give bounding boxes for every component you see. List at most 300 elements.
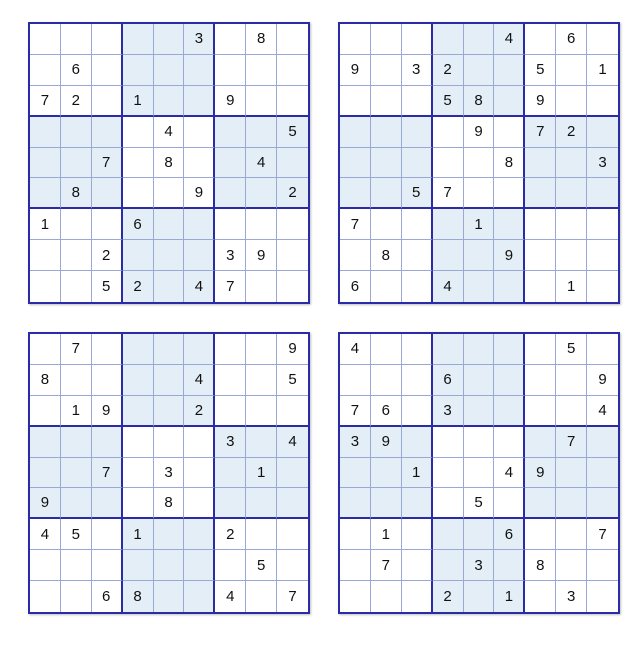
sudoku-cell[interactable]: 5 [525,55,556,86]
sudoku-cell[interactable] [556,365,587,396]
sudoku-cell[interactable] [340,488,371,519]
sudoku-cell[interactable] [433,117,464,148]
sudoku-cell[interactable]: 8 [371,240,402,271]
sudoku-cell[interactable] [525,581,556,612]
sudoku-cell[interactable] [30,178,61,209]
sudoku-cell[interactable] [402,240,433,271]
sudoku-cell[interactable] [61,427,92,458]
sudoku-cell[interactable] [92,427,123,458]
sudoku-cell[interactable] [556,209,587,240]
sudoku-cell[interactable]: 5 [433,86,464,117]
sudoku-cell[interactable] [340,86,371,117]
sudoku-cell[interactable] [277,86,308,117]
sudoku-cell[interactable]: 7 [92,148,123,179]
sudoku-cell[interactable] [215,24,246,55]
sudoku-cell[interactable] [215,365,246,396]
sudoku-cell[interactable] [92,365,123,396]
sudoku-cell[interactable] [556,148,587,179]
sudoku-cell[interactable] [525,365,556,396]
sudoku-cell[interactable]: 4 [494,24,525,55]
sudoku-cell[interactable] [215,458,246,489]
puzzle-top-right[interactable] [338,22,620,304]
sudoku-cell[interactable] [184,334,215,365]
sudoku-cell[interactable] [277,488,308,519]
sudoku-cell[interactable] [154,550,185,581]
sudoku-cell[interactable] [246,396,277,427]
sudoku-cell[interactable]: 3 [215,427,246,458]
sudoku-cell[interactable] [464,396,495,427]
sudoku-cell[interactable] [123,488,154,519]
sudoku-cell[interactable] [184,519,215,550]
sudoku-cell[interactable] [123,334,154,365]
sudoku-cell[interactable] [61,24,92,55]
sudoku-cell[interactable]: 5 [277,365,308,396]
sudoku-cell[interactable] [525,519,556,550]
sudoku-cell[interactable]: 3 [184,24,215,55]
sudoku-cell[interactable] [61,209,92,240]
sudoku-cell[interactable] [402,519,433,550]
sudoku-cell[interactable] [246,427,277,458]
sudoku-cell[interactable] [494,427,525,458]
sudoku-cell[interactable] [61,365,92,396]
sudoku-cell[interactable] [525,240,556,271]
sudoku-cell[interactable] [184,427,215,458]
sudoku-cell[interactable] [402,117,433,148]
sudoku-cell[interactable] [246,519,277,550]
sudoku-cell[interactable] [525,334,556,365]
sudoku-cell[interactable] [30,55,61,86]
sudoku-cell[interactable] [402,427,433,458]
sudoku-cell[interactable] [154,240,185,271]
sudoku-cell[interactable]: 8 [464,86,495,117]
sudoku-cell[interactable] [61,458,92,489]
sudoku-cell[interactable] [464,178,495,209]
sudoku-cell[interactable] [587,271,618,302]
sudoku-cell[interactable] [154,334,185,365]
sudoku-cell[interactable]: 7 [340,396,371,427]
sudoku-cell[interactable] [464,240,495,271]
sudoku-cell[interactable]: 2 [92,240,123,271]
sudoku-cell[interactable] [30,396,61,427]
sudoku-cell[interactable] [587,458,618,489]
sudoku-cell[interactable] [277,24,308,55]
sudoku-cell[interactable]: 3 [556,581,587,612]
sudoku-cell[interactable] [340,550,371,581]
sudoku-cell[interactable] [277,148,308,179]
sudoku-cell[interactable]: 6 [340,271,371,302]
sudoku-cell[interactable] [123,178,154,209]
sudoku-cell[interactable] [433,519,464,550]
sudoku-cell[interactable]: 5 [246,550,277,581]
sudoku-cell[interactable] [525,178,556,209]
sudoku-cell[interactable]: 9 [246,240,277,271]
sudoku-cell[interactable]: 8 [525,550,556,581]
sudoku-cell[interactable] [525,209,556,240]
sudoku-cell[interactable] [246,365,277,396]
sudoku-cell[interactable] [277,209,308,240]
sudoku-cell[interactable] [30,117,61,148]
sudoku-cell[interactable]: 9 [215,86,246,117]
sudoku-cell[interactable] [92,55,123,86]
sudoku-cell[interactable] [525,24,556,55]
sudoku-cell[interactable] [464,24,495,55]
sudoku-cell[interactable] [587,488,618,519]
sudoku-cell[interactable] [92,488,123,519]
sudoku-cell[interactable] [494,334,525,365]
sudoku-cell[interactable]: 3 [464,550,495,581]
sudoku-cell[interactable] [215,178,246,209]
sudoku-cell[interactable] [402,209,433,240]
sudoku-cell[interactable] [340,581,371,612]
sudoku-cell[interactable] [123,396,154,427]
sudoku-cell[interactable] [340,117,371,148]
sudoku-cell[interactable]: 9 [525,458,556,489]
sudoku-cell[interactable] [494,396,525,427]
sudoku-cell[interactable] [92,550,123,581]
sudoku-cell[interactable] [556,488,587,519]
sudoku-cell[interactable]: 4 [154,117,185,148]
sudoku-cell[interactable] [61,240,92,271]
sudoku-cell[interactable] [556,550,587,581]
sudoku-cell[interactable] [494,117,525,148]
sudoku-cell[interactable]: 1 [587,55,618,86]
sudoku-cell[interactable] [556,178,587,209]
sudoku-cell[interactable] [215,488,246,519]
sudoku-cell[interactable]: 8 [30,365,61,396]
sudoku-cell[interactable] [92,86,123,117]
sudoku-cell[interactable]: 3 [587,148,618,179]
sudoku-cell[interactable]: 7 [61,334,92,365]
sudoku-cell[interactable]: 1 [494,581,525,612]
sudoku-cell[interactable] [184,55,215,86]
sudoku-cell[interactable]: 1 [61,396,92,427]
sudoku-cell[interactable] [277,458,308,489]
sudoku-cell[interactable] [402,581,433,612]
sudoku-cell[interactable] [371,581,402,612]
sudoku-cell[interactable]: 3 [154,458,185,489]
sudoku-cell[interactable] [123,365,154,396]
sudoku-cell[interactable] [340,365,371,396]
sudoku-cell[interactable] [123,117,154,148]
sudoku-cell[interactable]: 8 [154,488,185,519]
sudoku-cell[interactable] [371,365,402,396]
sudoku-cell[interactable] [433,148,464,179]
sudoku-cell[interactable] [587,334,618,365]
sudoku-cell[interactable] [246,209,277,240]
sudoku-cell[interactable]: 2 [215,519,246,550]
sudoku-cell[interactable] [123,24,154,55]
sudoku-cell[interactable] [246,271,277,302]
sudoku-cell[interactable] [92,117,123,148]
sudoku-cell[interactable] [184,117,215,148]
sudoku-cell[interactable] [402,396,433,427]
sudoku-cell[interactable]: 6 [123,209,154,240]
sudoku-cell[interactable] [154,427,185,458]
sudoku-cell[interactable] [556,458,587,489]
sudoku-cell[interactable] [494,209,525,240]
sudoku-cell[interactable] [184,209,215,240]
sudoku-cell[interactable]: 4 [184,365,215,396]
sudoku-cell[interactable]: 9 [525,86,556,117]
sudoku-cell[interactable]: 9 [371,427,402,458]
sudoku-cell[interactable]: 3 [215,240,246,271]
sudoku-cell[interactable] [277,519,308,550]
sudoku-cell[interactable] [525,271,556,302]
sudoku-cell[interactable]: 7 [371,550,402,581]
sudoku-cell[interactable] [433,334,464,365]
sudoku-cell[interactable] [215,550,246,581]
sudoku-cell[interactable] [30,427,61,458]
sudoku-cell[interactable] [587,209,618,240]
sudoku-cell[interactable] [494,488,525,519]
sudoku-cell[interactable]: 2 [123,271,154,302]
sudoku-cell[interactable] [464,365,495,396]
sudoku-cell[interactable] [154,86,185,117]
sudoku-cell[interactable] [184,86,215,117]
puzzle-bottom-left[interactable] [28,332,310,614]
sudoku-cell[interactable]: 5 [61,519,92,550]
sudoku-cell[interactable]: 1 [464,209,495,240]
sudoku-cell[interactable] [525,488,556,519]
sudoku-cell[interactable] [402,488,433,519]
sudoku-cell[interactable] [494,178,525,209]
sudoku-cell[interactable] [277,55,308,86]
sudoku-cell[interactable] [433,488,464,519]
sudoku-cell[interactable] [246,581,277,612]
sudoku-cell[interactable] [246,334,277,365]
sudoku-cell[interactable] [154,519,185,550]
sudoku-cell[interactable]: 4 [340,334,371,365]
sudoku-cell[interactable] [402,271,433,302]
sudoku-cell[interactable] [92,178,123,209]
sudoku-cell[interactable] [184,581,215,612]
sudoku-cell[interactable] [402,365,433,396]
sudoku-cell[interactable] [464,581,495,612]
sudoku-cell[interactable]: 9 [30,488,61,519]
sudoku-cell[interactable] [154,55,185,86]
sudoku-cell[interactable] [433,458,464,489]
sudoku-cell[interactable] [464,148,495,179]
sudoku-cell[interactable] [402,550,433,581]
sudoku-cell[interactable]: 4 [184,271,215,302]
sudoku-cell[interactable] [433,240,464,271]
sudoku-cell[interactable] [371,24,402,55]
sudoku-cell[interactable] [61,581,92,612]
sudoku-cell[interactable]: 8 [494,148,525,179]
sudoku-cell[interactable] [433,209,464,240]
sudoku-cell[interactable] [277,271,308,302]
sudoku-cell[interactable]: 9 [340,55,371,86]
sudoku-cell[interactable] [123,148,154,179]
sudoku-cell[interactable]: 7 [340,209,371,240]
sudoku-cell[interactable] [556,86,587,117]
sudoku-cell[interactable]: 2 [556,117,587,148]
sudoku-cell[interactable] [123,55,154,86]
sudoku-cell[interactable] [215,55,246,86]
sudoku-cell[interactable] [587,550,618,581]
sudoku-cell[interactable] [494,550,525,581]
sudoku-cell[interactable]: 6 [433,365,464,396]
sudoku-cell[interactable]: 6 [92,581,123,612]
sudoku-cell[interactable]: 1 [371,519,402,550]
sudoku-cell[interactable] [30,148,61,179]
sudoku-cell[interactable]: 4 [277,427,308,458]
sudoku-cell[interactable]: 1 [123,519,154,550]
sudoku-cell[interactable]: 9 [184,178,215,209]
sudoku-cell[interactable]: 1 [246,458,277,489]
sudoku-cell[interactable]: 1 [402,458,433,489]
sudoku-cell[interactable] [494,55,525,86]
sudoku-cell[interactable] [556,396,587,427]
sudoku-cell[interactable] [587,117,618,148]
sudoku-cell[interactable] [246,86,277,117]
sudoku-cell[interactable] [30,240,61,271]
sudoku-cell[interactable]: 4 [215,581,246,612]
sudoku-cell[interactable] [154,396,185,427]
sudoku-cell[interactable] [215,396,246,427]
sudoku-cell[interactable] [525,396,556,427]
sudoku-cell[interactable] [464,55,495,86]
sudoku-cell[interactable] [30,271,61,302]
sudoku-cell[interactable] [215,148,246,179]
sudoku-cell[interactable] [123,458,154,489]
sudoku-cell[interactable]: 6 [556,24,587,55]
sudoku-cell[interactable]: 5 [402,178,433,209]
sudoku-cell[interactable] [246,488,277,519]
sudoku-cell[interactable] [215,209,246,240]
sudoku-cell[interactable] [556,240,587,271]
sudoku-cell[interactable] [154,581,185,612]
sudoku-cell[interactable] [464,519,495,550]
sudoku-cell[interactable]: 8 [123,581,154,612]
sudoku-cell[interactable]: 6 [494,519,525,550]
sudoku-cell[interactable]: 9 [464,117,495,148]
sudoku-cell[interactable] [402,148,433,179]
sudoku-cell[interactable]: 2 [433,581,464,612]
sudoku-cell[interactable] [184,148,215,179]
sudoku-cell[interactable]: 4 [587,396,618,427]
sudoku-cell[interactable]: 4 [30,519,61,550]
sudoku-cell[interactable]: 8 [61,178,92,209]
sudoku-cell[interactable]: 2 [61,86,92,117]
sudoku-cell[interactable] [402,86,433,117]
sudoku-cell[interactable] [340,148,371,179]
sudoku-cell[interactable]: 9 [277,334,308,365]
sudoku-cell[interactable]: 6 [371,396,402,427]
sudoku-cell[interactable] [587,86,618,117]
sudoku-cell[interactable] [587,427,618,458]
sudoku-cell[interactable]: 8 [154,148,185,179]
sudoku-cell[interactable] [556,55,587,86]
sudoku-cell[interactable] [433,24,464,55]
sudoku-cell[interactable] [371,334,402,365]
sudoku-cell[interactable]: 5 [556,334,587,365]
sudoku-cell[interactable] [277,550,308,581]
sudoku-cell[interactable] [371,271,402,302]
sudoku-cell[interactable]: 2 [277,178,308,209]
sudoku-cell[interactable] [371,117,402,148]
sudoku-cell[interactable] [464,271,495,302]
sudoku-cell[interactable] [61,271,92,302]
sudoku-cell[interactable] [246,178,277,209]
sudoku-cell[interactable] [371,209,402,240]
sudoku-cell[interactable] [277,240,308,271]
sudoku-cell[interactable] [30,581,61,612]
puzzle-top-left[interactable] [28,22,310,304]
sudoku-cell[interactable] [587,581,618,612]
sudoku-cell[interactable] [246,117,277,148]
sudoku-cell[interactable] [215,117,246,148]
sudoku-cell[interactable]: 9 [587,365,618,396]
puzzle-bottom-right[interactable] [338,332,620,614]
sudoku-cell[interactable]: 9 [92,396,123,427]
sudoku-cell[interactable] [525,427,556,458]
sudoku-cell[interactable] [123,550,154,581]
sudoku-cell[interactable] [30,334,61,365]
sudoku-cell[interactable] [340,24,371,55]
sudoku-cell[interactable] [340,458,371,489]
sudoku-cell[interactable]: 4 [494,458,525,489]
sudoku-cell[interactable]: 7 [433,178,464,209]
sudoku-cell[interactable]: 7 [556,427,587,458]
sudoku-cell[interactable] [587,24,618,55]
sudoku-cell[interactable] [92,24,123,55]
sudoku-cell[interactable] [246,55,277,86]
sudoku-cell[interactable] [371,178,402,209]
sudoku-cell[interactable]: 3 [402,55,433,86]
sudoku-cell[interactable] [340,519,371,550]
sudoku-cell[interactable]: 7 [525,117,556,148]
sudoku-cell[interactable] [371,86,402,117]
sudoku-cell[interactable] [184,458,215,489]
sudoku-cell[interactable]: 5 [92,271,123,302]
sudoku-cell[interactable] [154,365,185,396]
sudoku-cell[interactable]: 2 [433,55,464,86]
sudoku-cell[interactable]: 5 [277,117,308,148]
sudoku-cell[interactable]: 4 [433,271,464,302]
sudoku-cell[interactable] [464,334,495,365]
sudoku-cell[interactable] [371,458,402,489]
sudoku-cell[interactable] [371,148,402,179]
sudoku-cell[interactable] [587,240,618,271]
sudoku-cell[interactable] [30,24,61,55]
sudoku-cell[interactable]: 4 [246,148,277,179]
sudoku-cell[interactable] [371,488,402,519]
sudoku-cell[interactable] [340,178,371,209]
sudoku-cell[interactable] [30,458,61,489]
sudoku-cell[interactable] [433,550,464,581]
sudoku-cell[interactable] [154,178,185,209]
sudoku-cell[interactable] [587,178,618,209]
sudoku-cell[interactable] [464,427,495,458]
sudoku-cell[interactable]: 2 [184,396,215,427]
sudoku-cell[interactable] [61,550,92,581]
sudoku-cell[interactable] [61,148,92,179]
sudoku-cell[interactable] [154,24,185,55]
sudoku-cell[interactable] [30,550,61,581]
sudoku-cell[interactable] [154,271,185,302]
sudoku-cell[interactable] [184,240,215,271]
sudoku-cell[interactable] [92,209,123,240]
sudoku-cell[interactable] [464,458,495,489]
sudoku-cell[interactable] [277,396,308,427]
sudoku-cell[interactable]: 7 [587,519,618,550]
sudoku-cell[interactable]: 1 [30,209,61,240]
sudoku-cell[interactable]: 8 [246,24,277,55]
sudoku-cell[interactable] [154,209,185,240]
sudoku-cell[interactable] [340,240,371,271]
sudoku-cell[interactable] [556,519,587,550]
